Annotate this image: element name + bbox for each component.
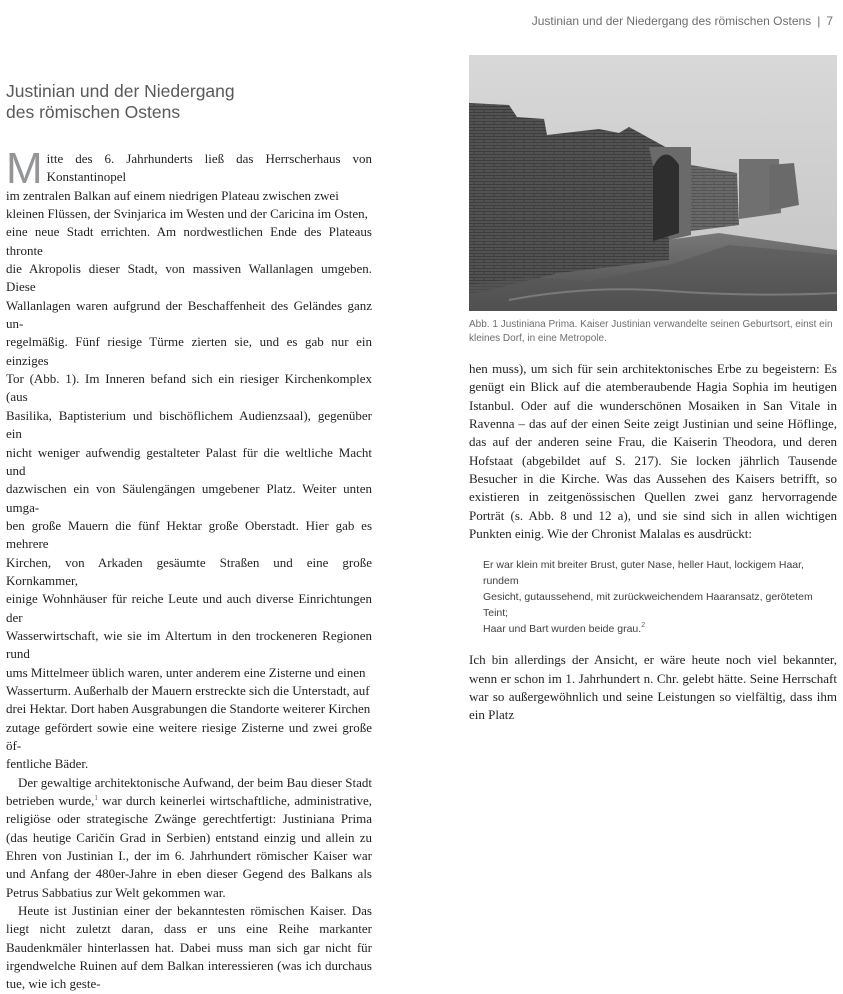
right-text-column <box>469 360 837 725</box>
page-number: 7 <box>826 14 833 28</box>
text-line: Wallanlagen waren aufgrund der Beschaffenheit des Geländes ganz un- <box>6 297 372 332</box>
quote-line-2: Gesicht, gutaussehend, mit zurückweichendem Haaransatz, gerötetem Teint; <box>483 591 813 620</box>
text-line: Wasserturm. Außerhalb der Mauern erstreckte sich die Unterstadt, auf <box>6 682 370 698</box>
text-line: Wasserwirtschaft, wie sie im Altertum in den trockeneren Regionen rund <box>6 627 372 662</box>
text-line: itte des 6. Jahrhunderts ließ das Herrscherhaus von Konstantinopel <box>46 151 372 185</box>
running-header-title: Justinian und der Niedergang des römischen Ostens <box>531 14 812 28</box>
text-line: nicht weniger aufwendig gestalteter Palast für die weltliche Macht und <box>6 444 372 478</box>
right-paragraph-1: hen muss), um sich für sein architektonisches Erbe zu begeistern: Es genügt ein Blick auf die atemberaubende Hagia Sophia im heutigen Istanbul. Oder auf die wunderschönen Mosaiken in San Vitale in Ravenna – das auf der einen Seite zeigt Justinian und seine Höflinge, das auf der anderen seine Frau, die Kaiserin Theodora, und deren Hofstaat (abgebildet auf S. 217). Sie locken jährlich Tausende Besucher in die Kirche. Was das Aussehen des Kaisers betrifft, so existieren in zeitgenössischen Quellen zwei ganz hervorragende Porträt (s. Abb. 8 und 12 a), und sie sind sich in allen wichtigen Punkten einig. Wie der Chronist Malalas es ausdrückt: <box>469 361 837 542</box>
paragraph-2 <box>6 774 372 902</box>
chapter-title-line-1: Justinian und der Niedergang <box>6 81 235 101</box>
text-line: regelmäßig. Fünf riesige Türme zierten sie, und es gab nur ein einziges <box>6 334 372 368</box>
quote-line-1: Er war klein mit breiter Brust, guter Nase, heller Haut, lockigem Haar, rundem <box>483 559 804 588</box>
text-line: Tor (Abb. 1). Im Inneren befand sich ein riesiger Kirchenkomplex (aus <box>6 371 372 405</box>
text-line: Kirchen, von Arkaden gesäumte Straßen und eine große Kornkammer, <box>6 554 372 588</box>
text-line: drei Hektar. Dort haben Ausgrabungen die Standorte weiterer Kirchen <box>6 701 371 717</box>
chapter-title <box>6 81 306 123</box>
opening-paragraph <box>6 144 372 774</box>
text-line: Basilika, Baptisterium und bischöflichem Audienzsaal), gegenüber ein <box>6 407 372 442</box>
paragraph-2-text-a: Der gewaltige architektonische Aufwand, der beim Bau dieser Stadt betrieben wurde, <box>6 774 372 809</box>
figure-caption: Abb. 1 Justiniana Prima. Kaiser Justinian verwandelte seinen Geburtsort, einst ein kleines Dorf, in eine Metropole. <box>469 319 833 344</box>
block-quote <box>483 557 837 637</box>
text-line: ben große Mauern die fünf Hektar große Oberstadt. Hier gab es mehrere <box>6 517 372 552</box>
header-separator: | <box>817 14 821 28</box>
paragraph-2-text-b: war durch keinerlei wirtschaftliche, administrative, religiöse oder strategische Zwänge gerechtfertigt: Justiniana Prima (das heutige Caričin Grad in Serbien) entstand einzig und allein zu Ehren von Justinian I., der im 6. Jahrhundert römischer Kaiser war und Anfang der 480er-Jahre in eben dieser Gegend des Balkans als Petrus Sabbatius zur Welt gekommen war. <box>6 793 372 900</box>
footnote-ref-2[interactable]: 2 <box>641 622 646 630</box>
drop-cap: M <box>6 144 43 193</box>
text-line: fentliche Bäder. <box>6 756 89 772</box>
quote-line-3 <box>483 621 837 637</box>
right-paragraph-2: Ich bin allerdings der Ansicht, er wäre heute noch viel bekannter, wenn er schon im 1. Jahrhundert n. Chr. gelebt hätte. Seine Herrschaft war so außergewöhnlich und seine Leistungen so vielfältig, dass ihm ein Platz <box>469 652 837 723</box>
text-line: ums Mittelmeer üblich waren, unter anderem eine Zisterne und einen <box>6 664 366 680</box>
figure-photo <box>469 55 837 311</box>
left-text-column <box>6 144 372 994</box>
text-line: eine neue Stadt errichten. Am nordwestlichen Ende des Plateaus thronte <box>6 224 372 258</box>
text-line: einige Wohnhäuser für reiche Leute und auch diverse Einrichtungen der <box>6 591 372 625</box>
text-line: zutage gefördert sowie eine weitere riesige Zisterne und zwei große öf- <box>6 719 372 753</box>
chapter-title-line-2: des römischen Ostens <box>6 102 181 122</box>
text-line: im zentralen Balkan auf einem niedrigen Plateau zwischen zwei <box>6 187 339 203</box>
text-line: kleinen Flüssen, der Svinjarica im Westen und der Caricina im Osten, <box>6 206 368 222</box>
paragraph-3: Heute ist Justinian einer der bekanntesten römischen Kaiser. Das liegt nicht zuletzt daran, dass er uns eine Reihe markanter Baudenkmäler hinterlassen hat. Dabei muss man sich gar nicht für irgendwelche Ruinen auf dem Balkan interessieren (was ich durchaus tue, wie ich geste- <box>6 903 372 992</box>
quote-line-3-text: Haar und Bart wurden beide grau. <box>483 623 642 636</box>
text-line: dazwischen ein von Säulengängen umgebener Platz. Weiter unten umga- <box>6 481 372 515</box>
ruins-photo <box>469 55 837 311</box>
footnote-ref-1[interactable]: 1 <box>94 794 98 803</box>
text-line: die Akropolis dieser Stadt, von massiven Wallanlagen umgeben. Diese <box>6 261 372 295</box>
running-header <box>532 14 833 28</box>
